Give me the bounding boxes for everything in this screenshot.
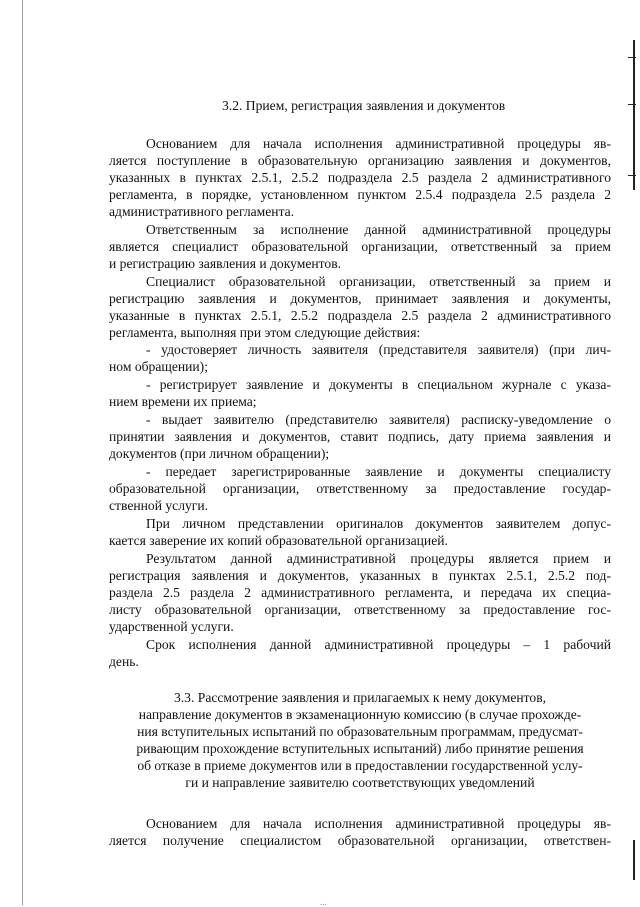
paragraph-line: Основанием для начала исполнения административной процедуры яв- (146, 136, 611, 151)
edge-tick (628, 104, 636, 105)
section-heading-3-3: ги и направление заявителю соответствующих уведомлений (185, 775, 535, 790)
paragraph-line: указанных в пунктах 2.5.1, 2.5.2 подраздела 2.5 раздела 2 административного (109, 170, 611, 185)
paragraph-line: ляется поступление в образовательную организацию заявления и документов, (109, 153, 611, 168)
list-item-line: ственной услуги. (109, 498, 209, 513)
paragraph-line: листу образовательной организации, ответственному за предоставление гос- (109, 602, 611, 617)
section-heading-3-3: направление документов в экзаменационную комиссию (в случае прохожде- (138, 707, 582, 722)
list-item-line: - выдает заявителю (представителю заявителя) расписку-уведомление о (146, 412, 611, 427)
section-heading-3-3: ривающим прохождение вступительных испытаний) либо принятие решения (136, 741, 584, 756)
list-item-line: - удостоверяет личность заявителя (представителя заявителя) (при лич- (146, 342, 611, 357)
list-item-line: нием времени их приема; (109, 394, 257, 409)
paragraph-line: раздела 2.5 раздела 2 административного регламента, и передача их специа- (109, 585, 611, 600)
list-item-line: документов (при личном обращении); (109, 446, 330, 461)
section-heading-3-3: об отказе в приеме документов или в предоставлении государственной услу- (137, 758, 583, 773)
section-heading-3-3: 3.3. Рассмотрение заявления и прилагаемых к нему документов, (173, 690, 547, 705)
paragraph-line: регламента, выполняя при этом следующие действия: (109, 325, 421, 340)
paragraph-line: является специалист образовательной организации, ответственный за прием (109, 239, 611, 254)
paragraph-line: административного регламента. (109, 204, 295, 219)
paragraph-line: кается заверение их копий образовательной организацией. (109, 533, 448, 548)
paragraph-line: регламента, в порядке, установленном пунктом 2.5.4 подраздела 2.5 раздела 2 (109, 187, 611, 202)
list-item-line: принятии заявления и документов, ставит подпись, дату приема заявления и (109, 429, 611, 444)
paragraph-line: Срок исполнения данной административной процедуры – 1 рабочий (146, 637, 611, 652)
list-item-line: - передает зарегистрированные заявление и документы специалисту (146, 464, 611, 479)
section-heading-3-3: ния вступительных испытаний по образовательным программам, предусмат- (137, 724, 583, 739)
paragraph-line: При личном представлении оригиналов документов заявителем допус- (146, 516, 611, 531)
paragraph-line: и регистрацию заявления и документов. (109, 256, 342, 271)
paragraph-line: Специалист образовательной организации, ответственный за прием и (146, 274, 611, 289)
list-item-line: - регистрирует заявление и документы в специальном журнале с указа- (146, 377, 611, 392)
paragraph-line: Основанием для начала исполнения административной процедуры яв- (146, 816, 611, 831)
paragraph-line: ляется получение специалистом образовательной организации, ответствен- (109, 833, 611, 848)
section-heading-3-2: 3.2. Прием, регистрация заявления и документов (222, 98, 506, 113)
edge-tick (628, 175, 636, 176)
paragraph-line: указанные в пунктах 2.5.1, 2.5.2 подраздела 2.5 раздела 2 административного (109, 308, 611, 323)
paragraph-line: регистрацию заявления и документов, принимает заявления и документы, (109, 291, 611, 306)
paragraph-line: регистрация заявления и документов, указанных в пунктах 2.5.1, 2.5.2 под- (109, 568, 611, 583)
paragraph-line: Результатом данной административной процедуры является прием и (146, 551, 611, 566)
page-number: ... (320, 897, 327, 907)
page-right-edge-lower (633, 840, 635, 880)
page-right-edge (633, 40, 635, 190)
paragraph-line: Ответственным за исполнение данной административной процедуры (146, 222, 611, 237)
edge-tick (628, 57, 636, 58)
page-left-edge (22, 0, 23, 905)
list-item-line: ном обращении); (109, 359, 208, 374)
list-item-line: образовательной организации, ответственному за предоставление государ- (109, 481, 611, 496)
paragraph-line: день. (109, 654, 139, 669)
paragraph-line: ударственной услуги. (109, 619, 234, 634)
